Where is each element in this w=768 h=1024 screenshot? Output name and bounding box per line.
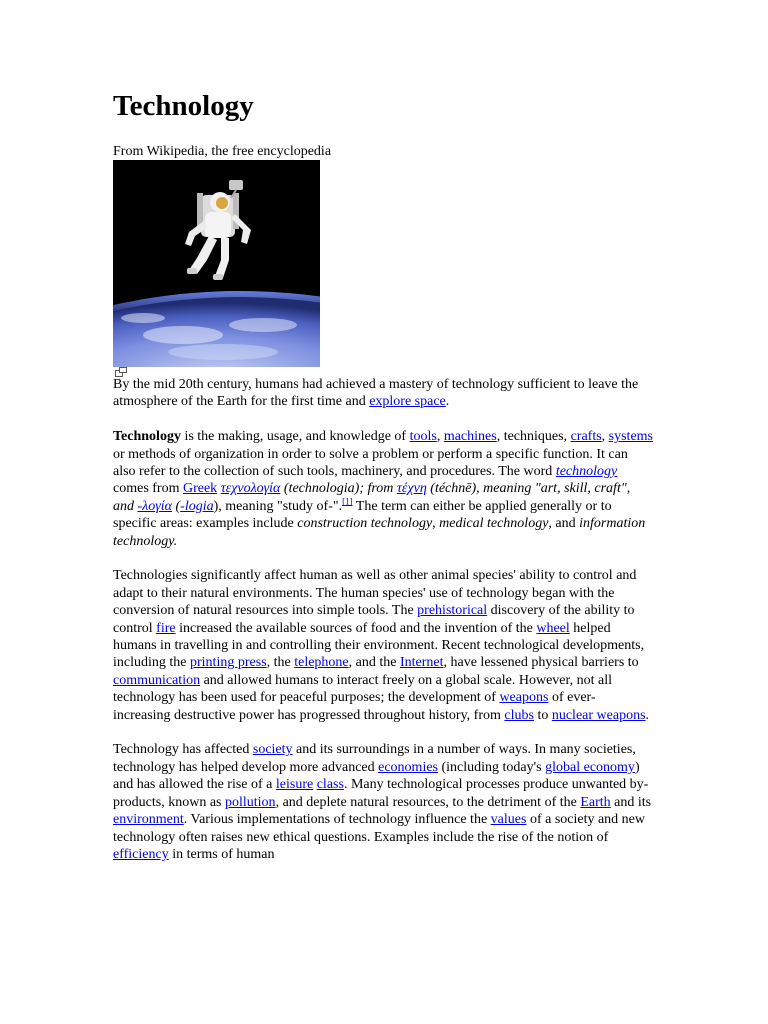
article-body xyxy=(113,376,653,881)
link-technologia[interactable]: τεχνολογία xyxy=(220,481,281,497)
link-logia[interactable]: -logia xyxy=(180,498,214,514)
link-class[interactable]: class xyxy=(316,777,344,793)
link-crafts[interactable]: crafts xyxy=(570,429,602,445)
link-systems[interactable]: systems xyxy=(608,429,653,445)
link-communication[interactable]: communication xyxy=(113,672,201,688)
link-leisure[interactable]: leisure xyxy=(275,777,314,793)
link-earth[interactable]: Earth xyxy=(580,794,611,810)
link-machines[interactable]: machines xyxy=(443,429,497,445)
link-wheel[interactable]: wheel xyxy=(536,620,570,636)
link-telephone[interactable]: telephone xyxy=(294,655,349,671)
link-environment[interactable]: environment xyxy=(113,812,184,828)
link-techne[interactable]: τέχνη xyxy=(396,481,427,497)
term-technology: Technology xyxy=(113,429,181,445)
citation-link[interactable]: [1] xyxy=(342,496,353,507)
link-tools[interactable]: tools xyxy=(409,429,437,445)
link-greek[interactable]: Greek xyxy=(182,481,218,497)
link-explore-space[interactable]: explore space xyxy=(369,394,446,410)
link-clubs[interactable]: clubs xyxy=(504,707,534,723)
link-values[interactable]: values xyxy=(490,812,527,828)
link-society[interactable]: society xyxy=(252,742,293,758)
link-logia-greek[interactable]: -λογία xyxy=(137,498,172,514)
page-title: Technology xyxy=(113,90,254,122)
paragraph-intro: Technology is the making, usage, and knowledge of tools, machines, techniques, crafts, systems or methods of organization in order to solve a problem or perform a specific function. It can also refer to the collection of such tools, machinery, and procedures. The word technology comes from Greek τεχνολογία (technologia); from τέχνη (téchnē), meaning "art, skill, craft", and -λογία (-logia), meaning "study of-".[1] The term can either be applied generally or to specific areas: examples include construction technology, medical technology, and information technology. xyxy=(113,429,653,549)
link-fire[interactable]: fire xyxy=(156,620,176,636)
image-caption: By the mid 20th century, humans had achieved a mastery of technology sufficient to leave the atmosphere of the Earth for the first time and explore space. xyxy=(113,377,639,410)
link-economies[interactable]: economies xyxy=(378,759,438,775)
link-efficiency[interactable]: efficiency xyxy=(113,846,169,862)
link-global-economy[interactable]: global economy xyxy=(545,759,635,775)
link-pollution[interactable]: pollution xyxy=(225,794,276,810)
link-printing-press[interactable]: printing press xyxy=(190,655,267,671)
link-internet[interactable]: Internet xyxy=(399,655,444,671)
link-prehistorical[interactable]: prehistorical xyxy=(417,603,488,619)
astronaut-photo[interactable] xyxy=(113,160,320,367)
paragraph-history: Technologies significantly affect human as well as other animal species' ability to control and adapt to their natural environments. The human species' use of technology began with the conversion of natural resources into simple tools. The prehistorical discovery of the ability to control fire increased the available sources of food and the invention of the wheel helped humans in travelling in and controlling their environment. Recent technological developments, including the printing press, the telephone, and the Internet, have lessened physical barriers to communication and allowed humans to interact freely on a global scale. However, not all technology has been used for peaceful purposes; the development of weapons of ever-increasing destructive power has progressed throughout history, from clubs to nuclear weapons. xyxy=(113,568,650,723)
page-subtitle: From Wikipedia, the free encyclopedia xyxy=(113,144,332,159)
link-weapons[interactable]: weapons xyxy=(499,690,549,706)
link-technology-wiktionary[interactable]: technology xyxy=(555,464,618,480)
link-nuclear-weapons[interactable]: nuclear weapons xyxy=(551,707,646,723)
paragraph-society: Technology has affected society and its surroundings in a number of ways. In many societies, technology has helped develop more advanced economies (including today's global economy) and has allowed the rise of a leisure class. Many technological processes produce unwanted by-products, known as pollution, and deplete natural resources, to the detriment of the Earth and its environment. Various implementations of technology influence the values of a society and new technology often raises new ethical questions. Examples include the rise of the notion of efficiency in terms of human xyxy=(113,742,652,862)
